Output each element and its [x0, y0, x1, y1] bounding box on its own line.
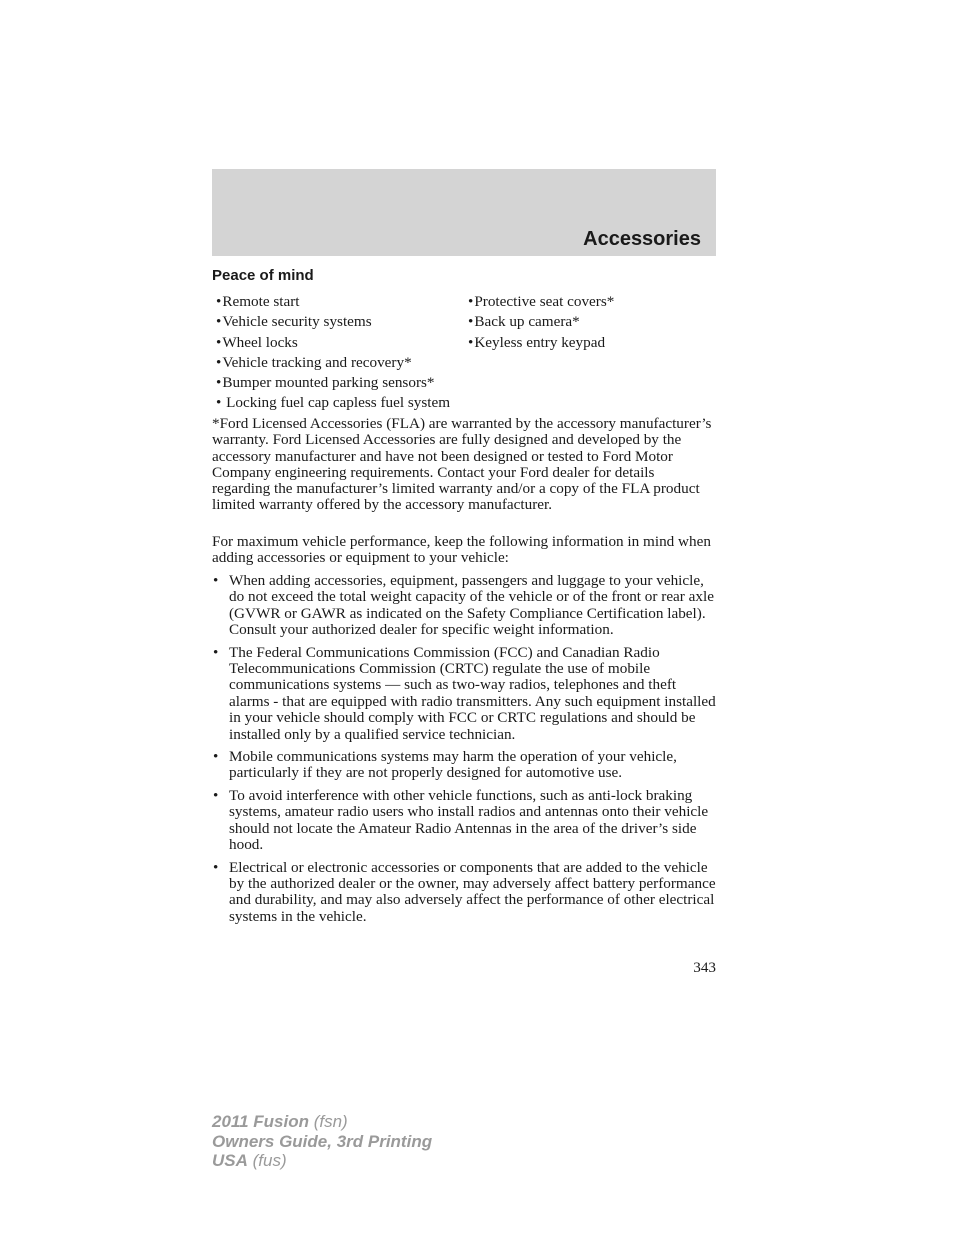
intro-paragraph: For maximum vehicle performance, keep the following information in mind when adding accessories or equipment to your vehicle:	[212, 533, 711, 567]
chapter-title: Accessories	[583, 228, 701, 250]
bullet-dot: •	[216, 374, 222, 391]
list-item	[468, 312, 580, 332]
footer-line-guide	[212, 1132, 432, 1152]
list-item	[212, 573, 716, 639]
bullet-dot: •	[216, 313, 222, 330]
list-item-label: Vehicle security systems	[222, 313, 372, 330]
footer-market: USA	[212, 1151, 248, 1170]
footer-model: 2011 Fusion	[212, 1112, 309, 1131]
section-header-band	[212, 169, 716, 256]
guidelines-list	[212, 573, 716, 925]
list-item-text: When adding accessories, equipment, passengers and luggage to your vehicle, do not exceed the total weight capacity of the vehicle or of the front or rear axle (GVWR or GAWR as indicated on the Safety Compliance Certification label). Consult your authorized dealer for specific weight information.	[229, 572, 714, 639]
list-item-text: The Federal Communications Commission (FCC) and Canadian Radio Telecommunications Commission (CRTC) regulate the use of mobile communications systems — such as two-way radios, telephones and theft alarms - that are equipped with radio transmitters. Any such equipment installed in your vehicle should comply with FCC or CRTC regulations and should be installed only by a qualified service technician.	[229, 643, 716, 743]
footer	[212, 1112, 432, 1171]
bullet-dot: •	[213, 572, 219, 589]
footer-line-market	[212, 1151, 432, 1171]
bullet-dot: •	[213, 786, 219, 804]
bullet-dot: •	[216, 394, 222, 411]
bullet-dot: •	[213, 748, 219, 766]
list-item	[468, 292, 614, 312]
footer-line-model	[212, 1112, 432, 1132]
list-item-label: Remote start	[222, 293, 300, 310]
fla-warranty-paragraph: *Ford Licensed Accessories (FLA) are warranted by the accessory manufacturer’s warranty. Ford Licensed Accessories are fully designed and developed by the accessory manufacturer and have not been designed or tested to Ford Motor Company engineering requirements. Contact your Ford dealer for details regarding the manufacturer’s limited warranty and/or a copy of the FLA product limited warranty offered by the accessory manufacturer.	[212, 415, 712, 514]
section-title: Peace of mind	[212, 267, 314, 284]
bullet-dot: •	[213, 858, 219, 876]
list-item	[216, 292, 300, 312]
page-number: 343	[693, 959, 716, 976]
footer-guide: Owners Guide, 3rd Printing	[212, 1131, 433, 1151]
bullet-dot: •	[216, 293, 222, 310]
list-item	[216, 353, 412, 373]
list-item-text: Mobile communications systems may harm the operation of your vehicle, particularly if they are not properly designed for automotive use.	[229, 748, 677, 782]
bullet-dot: •	[468, 293, 474, 310]
bullet-dot: •	[468, 334, 474, 351]
list-item	[212, 749, 716, 782]
list-item-label: Bumper mounted parking sensors*	[222, 374, 435, 391]
list-item	[212, 860, 716, 926]
list-item-text: Electrical or electronic accessories or components that are added to the vehicle by the authorized dealer or the owner, may adversely affect battery performance and durability, and may also adversely affect the performance of other electrical systems in the vehicle.	[229, 858, 716, 925]
list-item-label: Protective seat covers*	[474, 293, 615, 310]
list-item	[216, 373, 435, 393]
list-item	[212, 788, 716, 854]
list-item	[216, 312, 372, 332]
list-item	[216, 393, 450, 413]
list-item-label: Wheel locks	[222, 334, 298, 351]
list-item	[216, 333, 298, 353]
list-item	[212, 645, 716, 743]
list-item-label: Back up camera*	[474, 313, 580, 330]
bullet-dot: •	[216, 334, 222, 351]
footer-model-code: (fsn)	[309, 1112, 348, 1131]
bullet-dot: •	[468, 313, 474, 330]
list-item-label: Locking fuel cap capless fuel system	[222, 394, 451, 411]
list-item	[468, 333, 605, 353]
list-item-label: Keyless entry keypad	[474, 334, 606, 351]
bullet-dot: •	[213, 643, 219, 661]
list-item-label: Vehicle tracking and recovery*	[222, 354, 412, 371]
list-item-text: To avoid interference with other vehicle functions, such as anti-lock braking systems, amateur radio users who install radios and antennas onto their vehicle should not locate the Amateur Radio Antennas in the area of the driver’s side hood.	[229, 786, 709, 854]
bullet-dot: •	[216, 354, 222, 371]
footer-market-code: (fus)	[247, 1151, 287, 1170]
